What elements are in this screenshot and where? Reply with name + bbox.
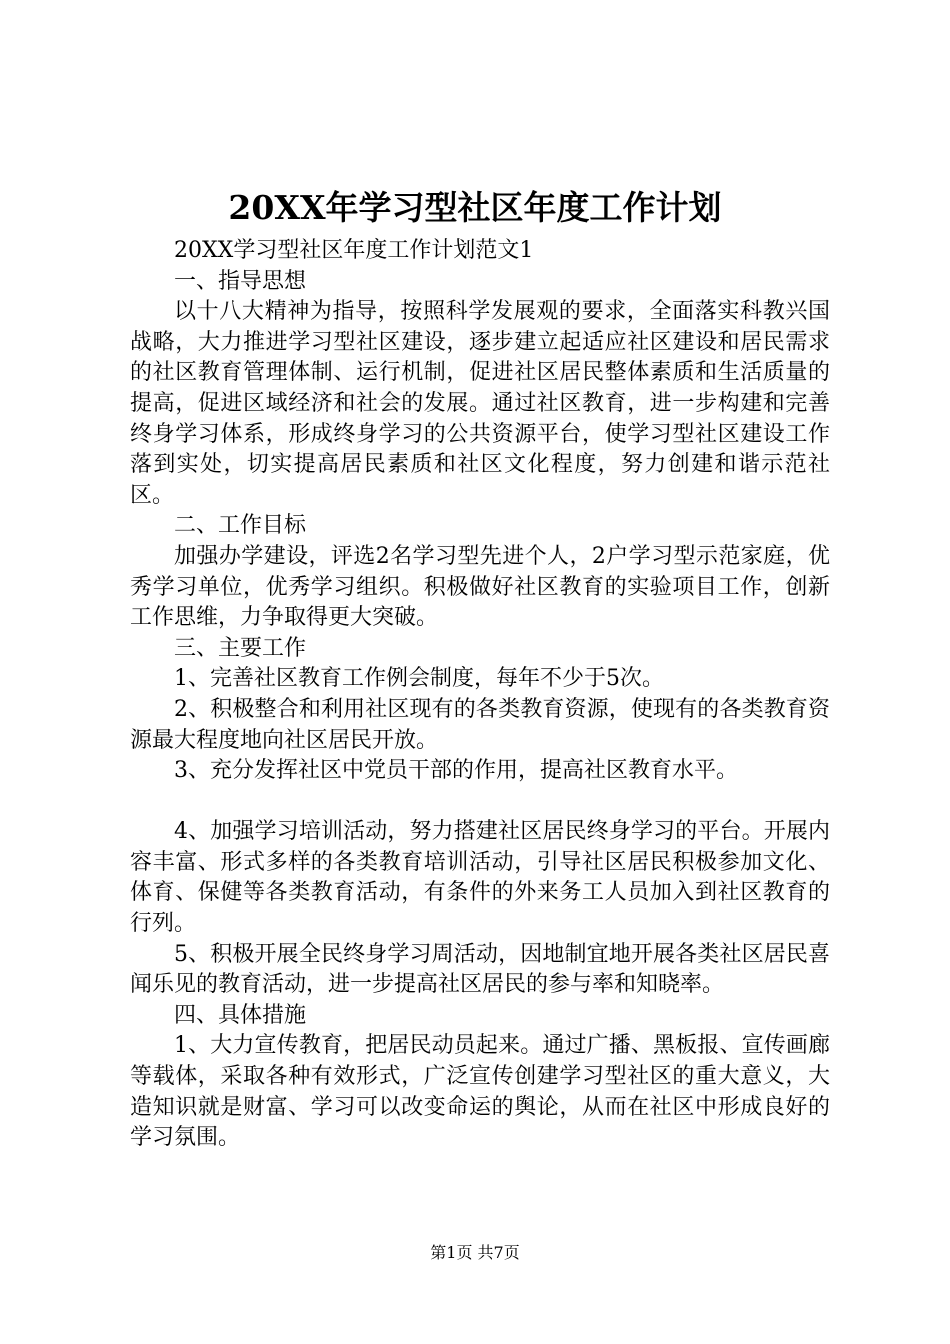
document-title: 20XX年学习型社区年度工作计划 <box>228 188 722 227</box>
section-heading-specific-measures: 四、具体措施 <box>174 1002 307 1028</box>
section-heading-guiding-ideology: 一、指导思想 <box>174 268 307 294</box>
list-item-main-work-4: 4、加强学习培训活动，努力搭建社区居民终身学习的平台。开展内容丰富、形式多样的各类教育培训活动，引导社区居民积极参加文化、体育、保健等各类教育活动，有条件的外来务工人员加入到社区教育的行列。 <box>130 819 830 937</box>
list-item-measure-1: 1、大力宣传教育，把居民动员起来。通过广播、黑板报、宣传画廊等载体，采取各种有效形式，广泛宣传创建学习型社区的重大意义，大造知识就是财富、学习可以改变命运的舆论，从而在社区中形成良好的学习氛围。 <box>130 1033 830 1151</box>
list-item-main-work-1: 1、完善社区教育工作例会制度，每年不少于5次。 <box>174 666 664 692</box>
paragraph-work-goals: 加强办学建设，评选2名学习型先进个人，2户学习型示范家庭，优秀学习单位，优秀学习组织。积极做好社区教育的实验项目工作，创新工作思维，力争取得更大突破。 <box>130 543 830 631</box>
blank-line <box>130 787 830 818</box>
paragraph-guiding-ideology: 以十八大精神为指导，按照科学发展观的要求，全面落实科教兴国战略，大力推进学习型社区建设，逐步建立起适应社区建设和居民需求的社区教育管理体制、运行机制，促进社区居民整体素质和生活质量的提高，促进区域经济和社会的发展。通过社区教育，进一步构建和完善终身学习体系，形成终身学习的公共资源平台，使学习型社区建设工作落到实处，切实提高居民素质和社区文化程度，努力创建和谐示范社区。 <box>130 299 830 508</box>
section-heading-main-work: 三、主要工作 <box>174 635 307 661</box>
list-item-main-work-3: 3、充分发挥社区中党员干部的作用，提高社区教育水平。 <box>174 758 738 784</box>
document-body <box>130 236 830 1154</box>
section-subtitle: 20XX学习型社区年度工作计划范文1 <box>174 238 534 263</box>
section-heading-work-goals: 二、工作目标 <box>174 513 307 539</box>
list-item-main-work-5: 5、积极开展全民终身学习周活动，因地制宜地开展各类社区居民喜闻乐见的教育活动，进一步提高社区居民的参与率和知晓率。 <box>130 941 830 998</box>
page-number-footer: 第1页 共7页 <box>430 1243 520 1262</box>
list-item-main-work-2: 2、积极整合和利用社区现有的各类教育资源，使现有的各类教育资源最大程度地向社区居民开放。 <box>130 696 830 753</box>
